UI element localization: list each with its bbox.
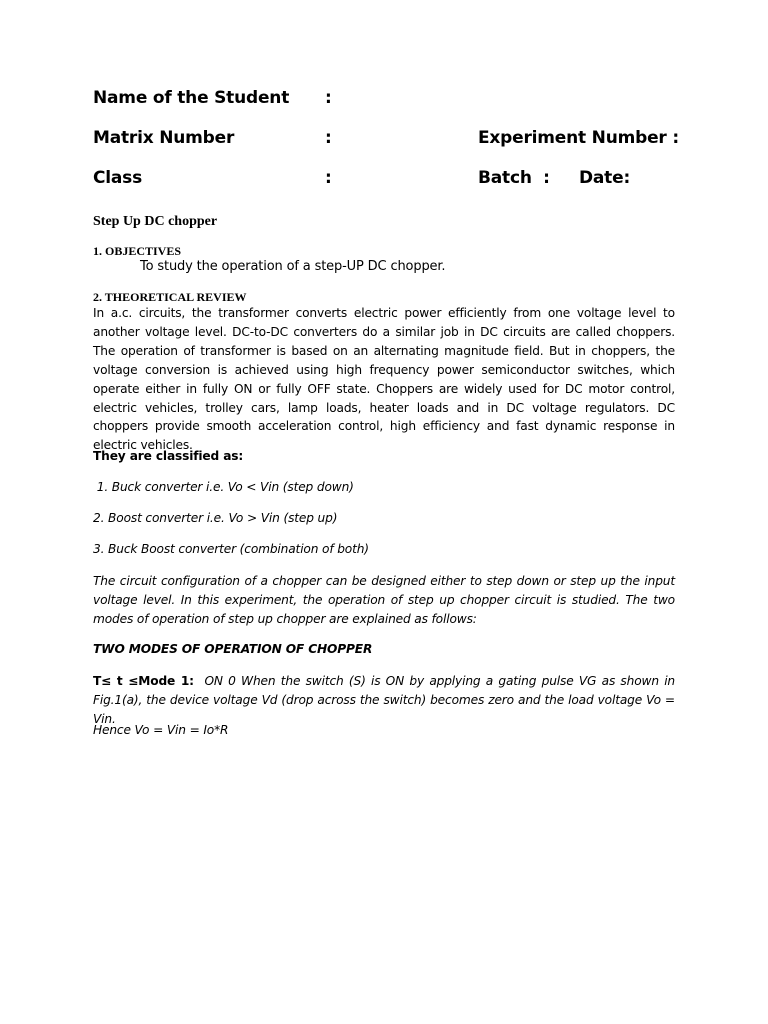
hence-equation: Hence Vo = Vin = Io*R xyxy=(93,723,229,737)
name-label: Name of the Student xyxy=(93,88,290,108)
mode1-label: T≤ t ≤Mode 1: xyxy=(93,674,194,688)
document-title: Step Up DC chopper xyxy=(93,214,218,229)
date-label: Date: xyxy=(579,168,631,188)
name-colon: : xyxy=(325,88,332,108)
batch-label: Batch : xyxy=(478,168,550,188)
matrix-colon: : xyxy=(325,128,332,148)
matrix-label: Matrix Number xyxy=(93,128,235,148)
list-item-buck: 1. Buck converter i.e. Vo < Vin (step down) xyxy=(93,480,354,494)
list-item-buck-boost: 3. Buck Boost converter (combination of both) xyxy=(93,542,369,556)
circuit-paragraph: The circuit configuration of a chopper can be designed either to step down or step up the input voltage level. In this experiment, the operation of step up chopper circuit is studied. The two modes of operation of step up chopper are explained as follows: xyxy=(93,574,675,626)
header-row-matrix xyxy=(93,128,693,154)
objectives-heading: 1. OBJECTIVES xyxy=(93,244,182,258)
list-item-boost: 2. Boost converter i.e. Vo > Vin (step up) xyxy=(93,511,338,525)
header-row-class xyxy=(93,168,693,194)
classified-label: They are classified as: xyxy=(93,449,244,463)
review-paragraph: In a.c. circuits, the transformer converts electric power efficiently from one voltage level to another voltage level. DC-to-DC converters do a similar job in DC circuits are called choppers. The operation of transformer is based on an alternating magnitude field. But in choppers, the voltage conversion is achieved using high frequency power semiconductor switches, which operate either in fully ON or fully OFF state. Choppers are widely used for DC motor control, electric vehicles, trolley cars, lamp loads, heater loads and in DC voltage regulators. DC choppers provide smooth acceleration control, high efficiency and fast dynamic response in electric vehicles. xyxy=(93,306,675,453)
review-heading: 2. THEORETICAL REVIEW xyxy=(93,290,247,304)
modes-heading: TWO MODES OF OPERATION OF CHOPPER xyxy=(93,642,373,656)
experiment-label: Experiment Number : xyxy=(478,128,679,148)
mode1-text: ON 0 When the switch (S) is ON by applying a gating pulse VG as shown in Fig.1(a), the device voltage Vd (drop across the switch) becomes zero and the load voltage Vo = Vin. xyxy=(93,674,675,726)
class-colon: : xyxy=(325,168,332,188)
objectives-text: To study the operation of a step-UP DC chopper. xyxy=(140,259,446,274)
mode1-paragraph xyxy=(93,672,675,729)
class-label: Class xyxy=(93,168,143,188)
header-row-name xyxy=(93,88,693,114)
